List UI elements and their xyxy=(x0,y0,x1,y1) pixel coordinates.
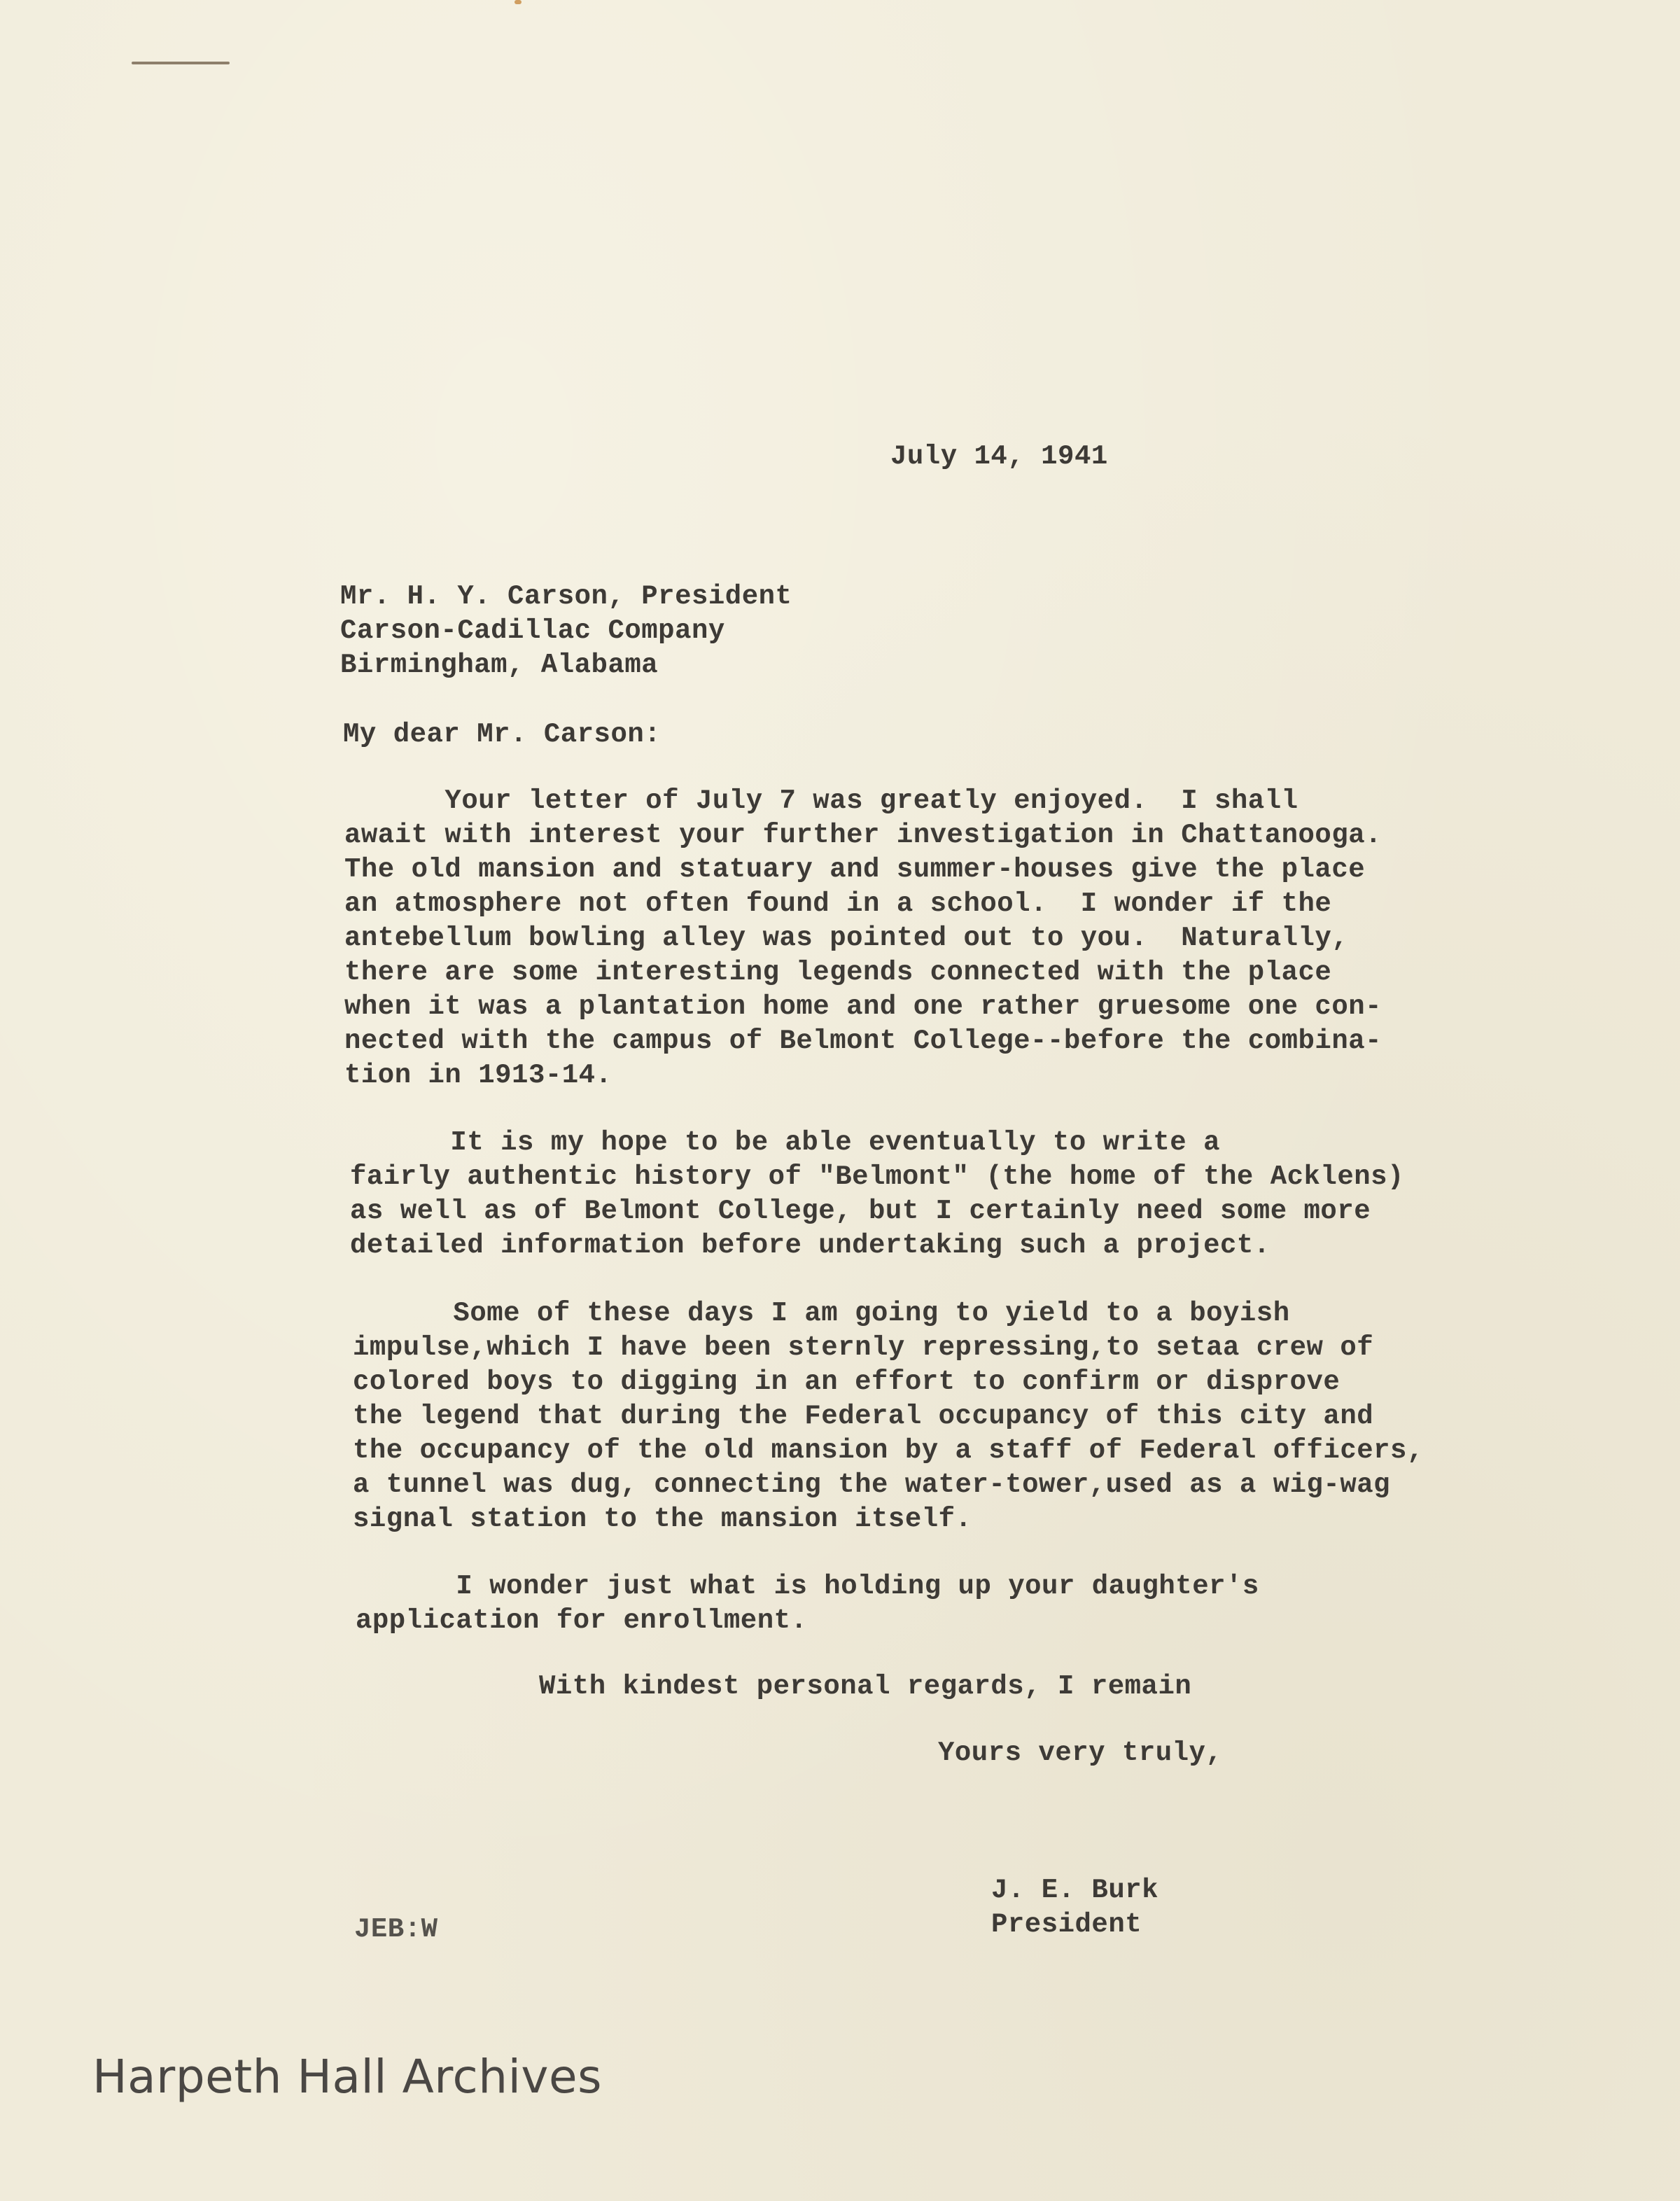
body-line: await with interest your further investigation in Chattanooga. xyxy=(344,820,1382,851)
signer-title: President xyxy=(991,1909,1142,1940)
body-line: colored boys to digging in an effort to confirm or disprove xyxy=(353,1367,1340,1397)
typist-initials: JEB:W xyxy=(354,1914,438,1945)
body-line: signal station to the mansion itself. xyxy=(353,1504,972,1535)
salutation: My dear Mr. Carson: xyxy=(343,719,662,750)
ink-spot xyxy=(514,0,522,4)
body-line: Your letter of July 7 was greatly enjoyed. I shall xyxy=(344,785,1298,816)
body-line: an atmosphere not often found in a school. I wonder if the xyxy=(344,888,1332,919)
recipient-line: Carson-Cadillac Company xyxy=(340,615,725,646)
body-line: The old mansion and statuary and summer-houses give the place xyxy=(344,854,1366,885)
closing-line: With kindest personal regards, I remain xyxy=(539,1671,1192,1702)
recipient-line: Mr. H. Y. Carson, President xyxy=(340,581,792,612)
letter-date: July 14, 1941 xyxy=(890,441,1108,472)
body-line: Some of these days I am going to yield to a boyish xyxy=(353,1298,1290,1329)
pencil-mark xyxy=(132,62,230,64)
body-line: a tunnel was dug, connecting the water-tower,used as a wig-wag xyxy=(353,1469,1391,1500)
complimentary-close: Yours very truly, xyxy=(938,1738,1223,1768)
archive-watermark: Harpeth Hall Archives xyxy=(92,2050,602,2104)
body-line: tion in 1913-14. xyxy=(344,1060,612,1091)
body-line: detailed information before undertaking such a project. xyxy=(350,1230,1270,1261)
body-line: I wonder just what is holding up your daughter's xyxy=(356,1571,1259,1602)
body-line: antebellum bowling alley was pointed out to you. Naturally, xyxy=(344,923,1349,953)
body-line: when it was a plantation home and one rather gruesome one con- xyxy=(344,991,1382,1022)
signer-name: J. E. Burk xyxy=(991,1875,1159,1906)
body-line: nected with the campus of Belmont College--before the combina- xyxy=(344,1026,1382,1056)
body-line: the occupancy of the old mansion by a staff of Federal officers, xyxy=(353,1435,1424,1466)
body-line: It is my hope to be able eventually to write a xyxy=(350,1127,1220,1158)
body-line: as well as of Belmont College, but I certainly need some more xyxy=(350,1196,1371,1227)
body-line: fairly authentic history of "Belmont" (the home of the Acklens) xyxy=(350,1161,1404,1192)
body-line: there are some interesting legends connected with the place xyxy=(344,957,1332,988)
body-line: the legend that during the Federal occupancy of this city and xyxy=(353,1401,1374,1432)
recipient-line: Birmingham, Alabama xyxy=(340,650,659,680)
body-line: impulse,which I have been sternly repressing,to setaa crew of xyxy=(353,1332,1374,1363)
body-line: application for enrollment. xyxy=(356,1605,808,1636)
